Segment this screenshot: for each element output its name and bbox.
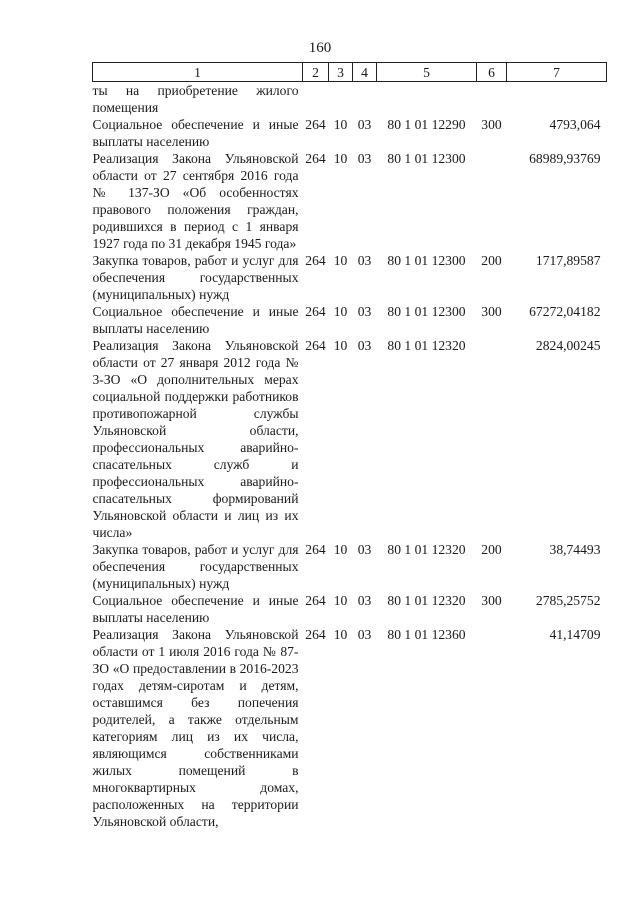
row-name: Реализация Закона Ульяновской области от 27 сентября 2016 года № 137-ЗО «Об особенностях правового положения граждан, родившихся в период с 1 января 1927 года по 31 декабря 1945 года» <box>92 151 299 251</box>
table-row <box>93 116 607 150</box>
row-name: Социальное обеспечение и иные выплаты населению <box>92 117 299 149</box>
table-row <box>93 150 607 252</box>
row-subsection: 03 <box>357 338 372 353</box>
row-name: Социальное обеспечение и иные выплаты населению <box>92 304 299 336</box>
table-body <box>93 82 607 831</box>
row-section <box>329 82 353 117</box>
row-section: 10 <box>333 593 348 608</box>
row-section: 10 <box>333 117 348 132</box>
table-row <box>93 626 607 830</box>
table-row <box>93 337 607 541</box>
row-expense-type <box>477 626 507 830</box>
table-row <box>93 541 607 592</box>
row-expense-type: 300 <box>481 117 502 132</box>
row-admin-code: 264 <box>305 151 326 166</box>
row-subsection: 03 <box>357 542 372 557</box>
row-amount <box>507 82 607 117</box>
table-row <box>93 252 607 303</box>
row-admin-code: 264 <box>305 304 326 319</box>
row-expense-type <box>477 150 507 252</box>
row-section: 10 <box>333 151 348 166</box>
row-admin-code: 264 <box>305 117 326 132</box>
row-admin-code: 264 <box>305 593 326 608</box>
row-expense-type: 300 <box>481 304 502 319</box>
row-target-article: 80 1 01 12360 <box>387 627 466 642</box>
row-amount: 41,14709 <box>549 627 601 642</box>
row-subsection: 03 <box>357 627 372 642</box>
row-section: 10 <box>333 338 348 353</box>
row-section: 10 <box>333 627 348 642</box>
row-admin-code: 264 <box>305 253 326 268</box>
row-subsection <box>353 82 377 117</box>
row-target-article: 80 1 01 12300 <box>387 304 466 319</box>
row-subsection: 03 <box>357 304 372 319</box>
row-name: Реализация Закона Ульяновской области от 27 января 2012 года № 3-ЗО «О дополнительных мерах социальной поддержки работников противопожарной службы Ульяновской области, профессиональных аварийно-спасательных служб и профессиональных аварийно-спасательных формирований Ульяновской области и лиц из их числа» <box>92 338 299 540</box>
row-expense-type: 200 <box>481 542 502 557</box>
row-amount: 2824,00245 <box>535 338 601 353</box>
row-target-article: 80 1 01 12300 <box>387 253 466 268</box>
row-section: 10 <box>333 304 348 319</box>
row-subsection: 03 <box>357 593 372 608</box>
row-admin-code: 264 <box>305 627 326 642</box>
table-row <box>93 592 607 626</box>
row-subsection: 03 <box>357 151 372 166</box>
table-row <box>93 303 607 337</box>
row-amount: 1717,89587 <box>535 253 601 268</box>
row-subsection: 03 <box>357 117 372 132</box>
page-number: 160 <box>308 40 332 56</box>
header-col-3: 3 <box>329 63 353 82</box>
row-admin-code <box>303 82 329 117</box>
row-expense-type <box>477 82 507 117</box>
row-target-article: 80 1 01 12320 <box>387 593 466 608</box>
row-target-article: 80 1 01 12290 <box>387 117 466 132</box>
header-col-2: 2 <box>303 63 329 82</box>
row-admin-code: 264 <box>305 338 326 353</box>
header-col-1: 1 <box>93 63 303 82</box>
header-col-6: 6 <box>477 63 507 82</box>
row-section: 10 <box>333 253 348 268</box>
header-col-4: 4 <box>353 63 377 82</box>
row-subsection: 03 <box>357 253 372 268</box>
row-amount: 68989,93769 <box>529 151 601 166</box>
row-expense-type: 200 <box>481 253 502 268</box>
row-target-article <box>377 82 477 117</box>
row-target-article: 80 1 01 12320 <box>387 338 466 353</box>
header-col-7: 7 <box>507 63 607 82</box>
header-col-5: 5 <box>377 63 477 82</box>
row-name: Социальное обеспечение и иные выплаты населению <box>92 593 299 625</box>
table-row <box>93 82 607 117</box>
row-amount: 38,74493 <box>549 542 601 557</box>
row-amount: 4793,064 <box>549 117 601 132</box>
budget-table <box>92 62 607 830</box>
row-name: ты на приобретение жилого помещения <box>92 83 299 115</box>
row-section: 10 <box>333 542 348 557</box>
row-admin-code: 264 <box>305 542 326 557</box>
row-target-article: 80 1 01 12320 <box>387 542 466 557</box>
row-target-article: 80 1 01 12300 <box>387 151 466 166</box>
row-expense-type <box>477 337 507 541</box>
table-header <box>93 63 607 82</box>
row-name: Закупка товаров, работ и услуг для обеспечения государственных (муниципальных) нужд <box>92 253 299 302</box>
row-expense-type: 300 <box>481 593 502 608</box>
row-amount: 67272,04182 <box>529 304 601 319</box>
row-amount: 2785,25752 <box>535 593 601 608</box>
row-name: Закупка товаров, работ и услуг для обеспечения государственных (муниципальных) нужд <box>92 542 299 591</box>
row-name: Реализация Закона Ульяновской области от 1 июля 2016 года № 87-ЗО «О предоставлении в 2016-2023 годах детям-сиротам и детям, оставшимся без попечения родителей, а также отдельным категориям лиц из их числа, являющимся собственниками жилых помещений в многоквартирных домах, расположенных на территории Ульяновской области, <box>92 627 299 829</box>
